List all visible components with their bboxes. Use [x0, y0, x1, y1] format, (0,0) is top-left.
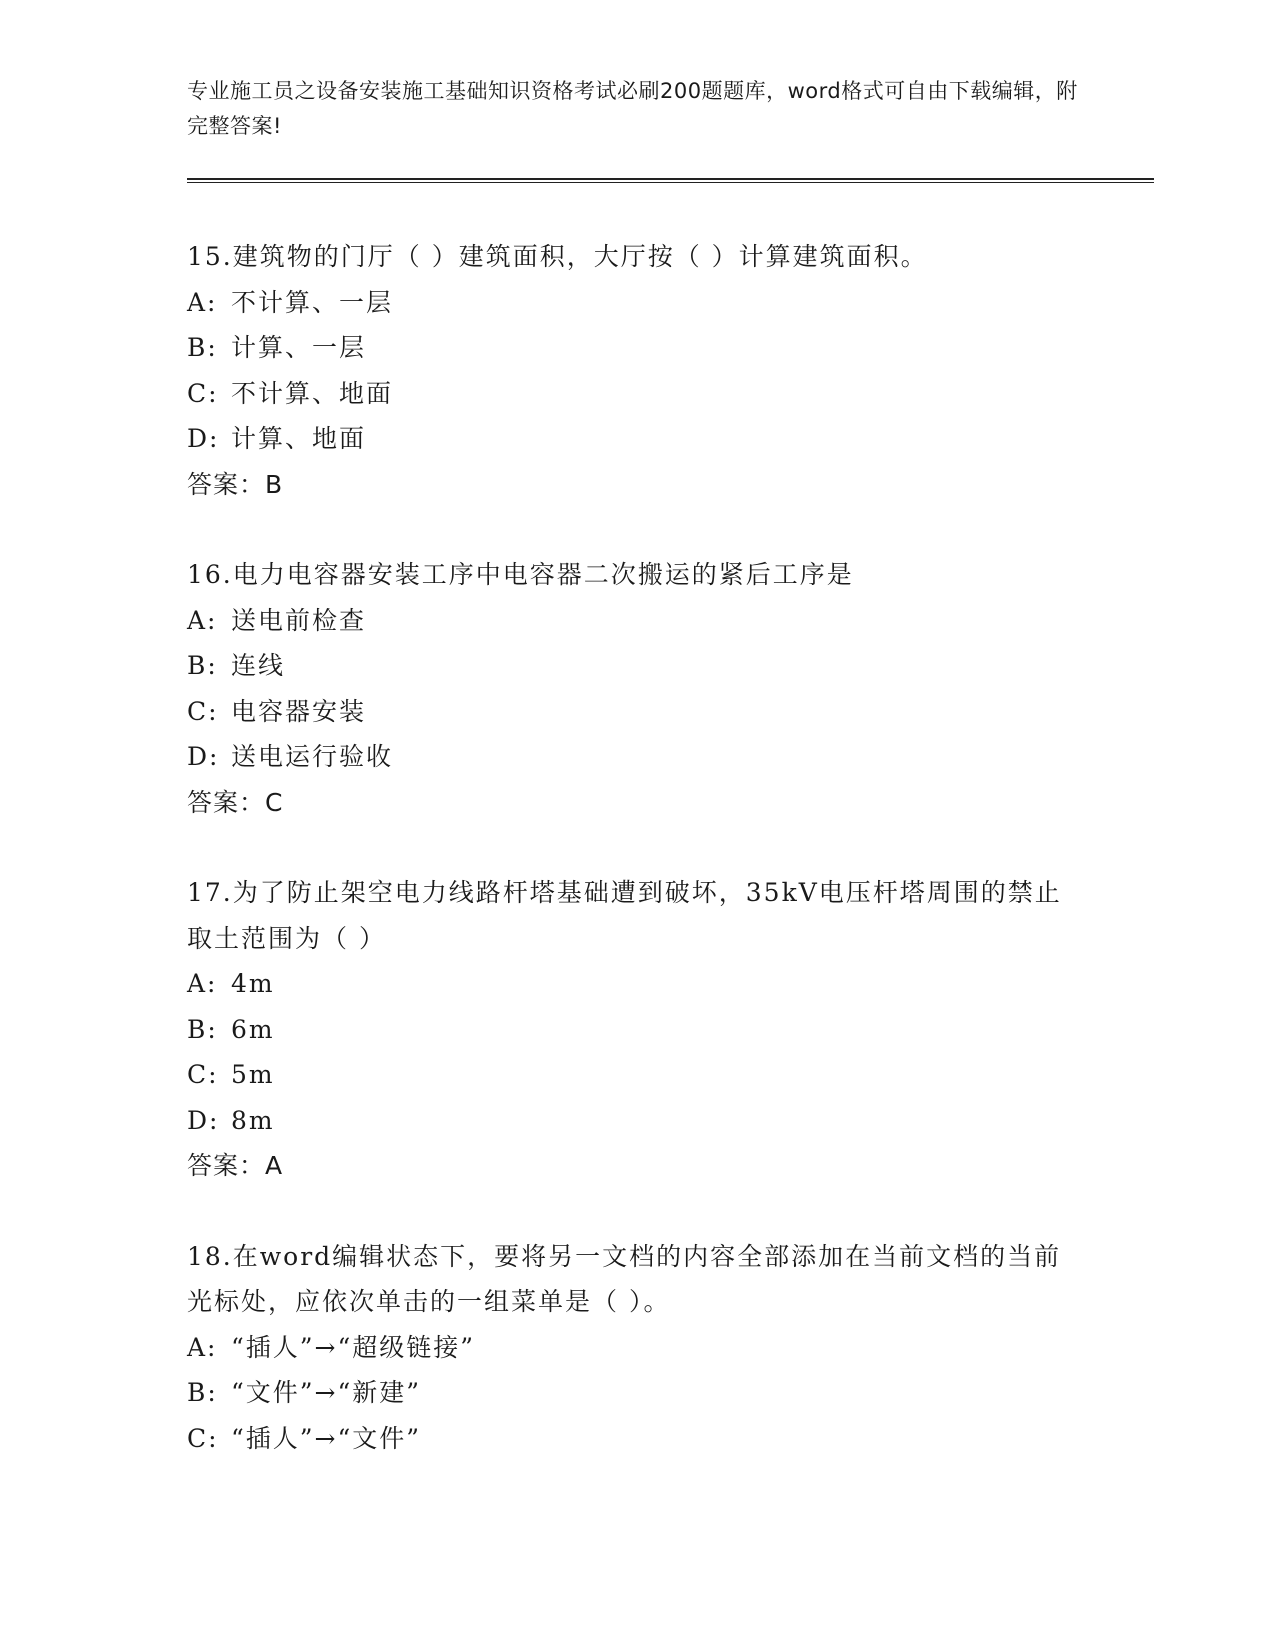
option-letter: C:: [187, 696, 219, 726]
option-letter: A:: [187, 1332, 218, 1362]
option-text: 不计算、一层: [231, 287, 394, 317]
question-stem: 16.电力电容器安装工序中电容器二次搬运的紧后工序是: [187, 560, 854, 589]
option-letter: C:: [187, 1423, 219, 1453]
option-text: 4m: [231, 969, 275, 998]
option-text: “插人”→“超级链接”: [231, 1332, 476, 1362]
option-text: 连线: [231, 651, 286, 680]
option-text: 不计算、地面: [231, 378, 394, 408]
question-18: [187, 1234, 1087, 1462]
option-letter: C:: [187, 378, 219, 408]
answer-line: 答案：C: [187, 787, 284, 817]
option-c: [187, 689, 1087, 735]
option-text: “文件”→“新建”: [231, 1378, 422, 1407]
option-d: [187, 1098, 1087, 1144]
question-list: [187, 234, 1087, 1506]
option-b: [187, 1007, 1087, 1053]
option-letter: D:: [187, 424, 220, 453]
option-letter: C:: [187, 1060, 219, 1089]
question-16: [187, 552, 1087, 825]
option-text: 5m: [231, 1060, 275, 1089]
option-b: [187, 325, 1087, 371]
option-letter: B:: [187, 1014, 218, 1044]
option-text: “插人”→“文件”: [231, 1423, 422, 1453]
option-letter: A:: [187, 287, 218, 317]
option-letter: D:: [187, 742, 220, 771]
question-stem: 15.建筑物的门厅（ ）建筑面积，大厅按（ ）计算建筑面积。: [187, 242, 928, 271]
answer-line: 答案：A: [187, 1151, 284, 1180]
page-header-title: 专业施工员之设备安装施工基础知识资格考试必刷200题题库，word格式可自由下载编辑，附完整答案!: [187, 79, 1078, 138]
option-text: 计算、地面: [231, 424, 367, 453]
option-text: 送电运行验收: [231, 742, 394, 771]
option-letter: D:: [187, 1105, 220, 1135]
option-text: 8m: [231, 1105, 275, 1135]
option-letter: B:: [187, 333, 218, 362]
option-b: [187, 1370, 1087, 1416]
option-letter: B:: [187, 1378, 218, 1407]
question-17: [187, 870, 1087, 1189]
option-c: [187, 1416, 1087, 1462]
question-stem: 17.为了防止架空电力线路杆塔基础遭到破坏，35kV电压杆塔周围的禁止取土范围为（ ）: [187, 878, 1062, 953]
option-a: [187, 280, 1087, 326]
option-text: 计算、一层: [231, 333, 367, 362]
option-text: 电容器安装: [231, 696, 367, 726]
option-letter: B:: [187, 651, 218, 680]
option-a: [187, 961, 1087, 1007]
question-15: [187, 234, 1087, 507]
option-a: [187, 598, 1087, 644]
option-letter: A:: [187, 605, 218, 635]
header-rule: [187, 178, 1154, 180]
option-text: 6m: [231, 1014, 275, 1044]
question-stem: 18.在word编辑状态下，要将另一文档的内容全部添加在当前文档的当前光标处，应依次单击的一组菜单是（ ）。: [187, 1241, 1062, 1316]
option-letter: A:: [187, 969, 218, 998]
option-c: [187, 1052, 1087, 1098]
answer-line: 答案：B: [187, 469, 284, 499]
option-d: [187, 416, 1087, 462]
option-text: 送电前检查: [231, 605, 367, 635]
option-c: [187, 371, 1087, 417]
option-d: [187, 734, 1087, 780]
option-a: [187, 1325, 1087, 1371]
option-b: [187, 643, 1087, 689]
header-rule-thin: [187, 182, 1154, 183]
